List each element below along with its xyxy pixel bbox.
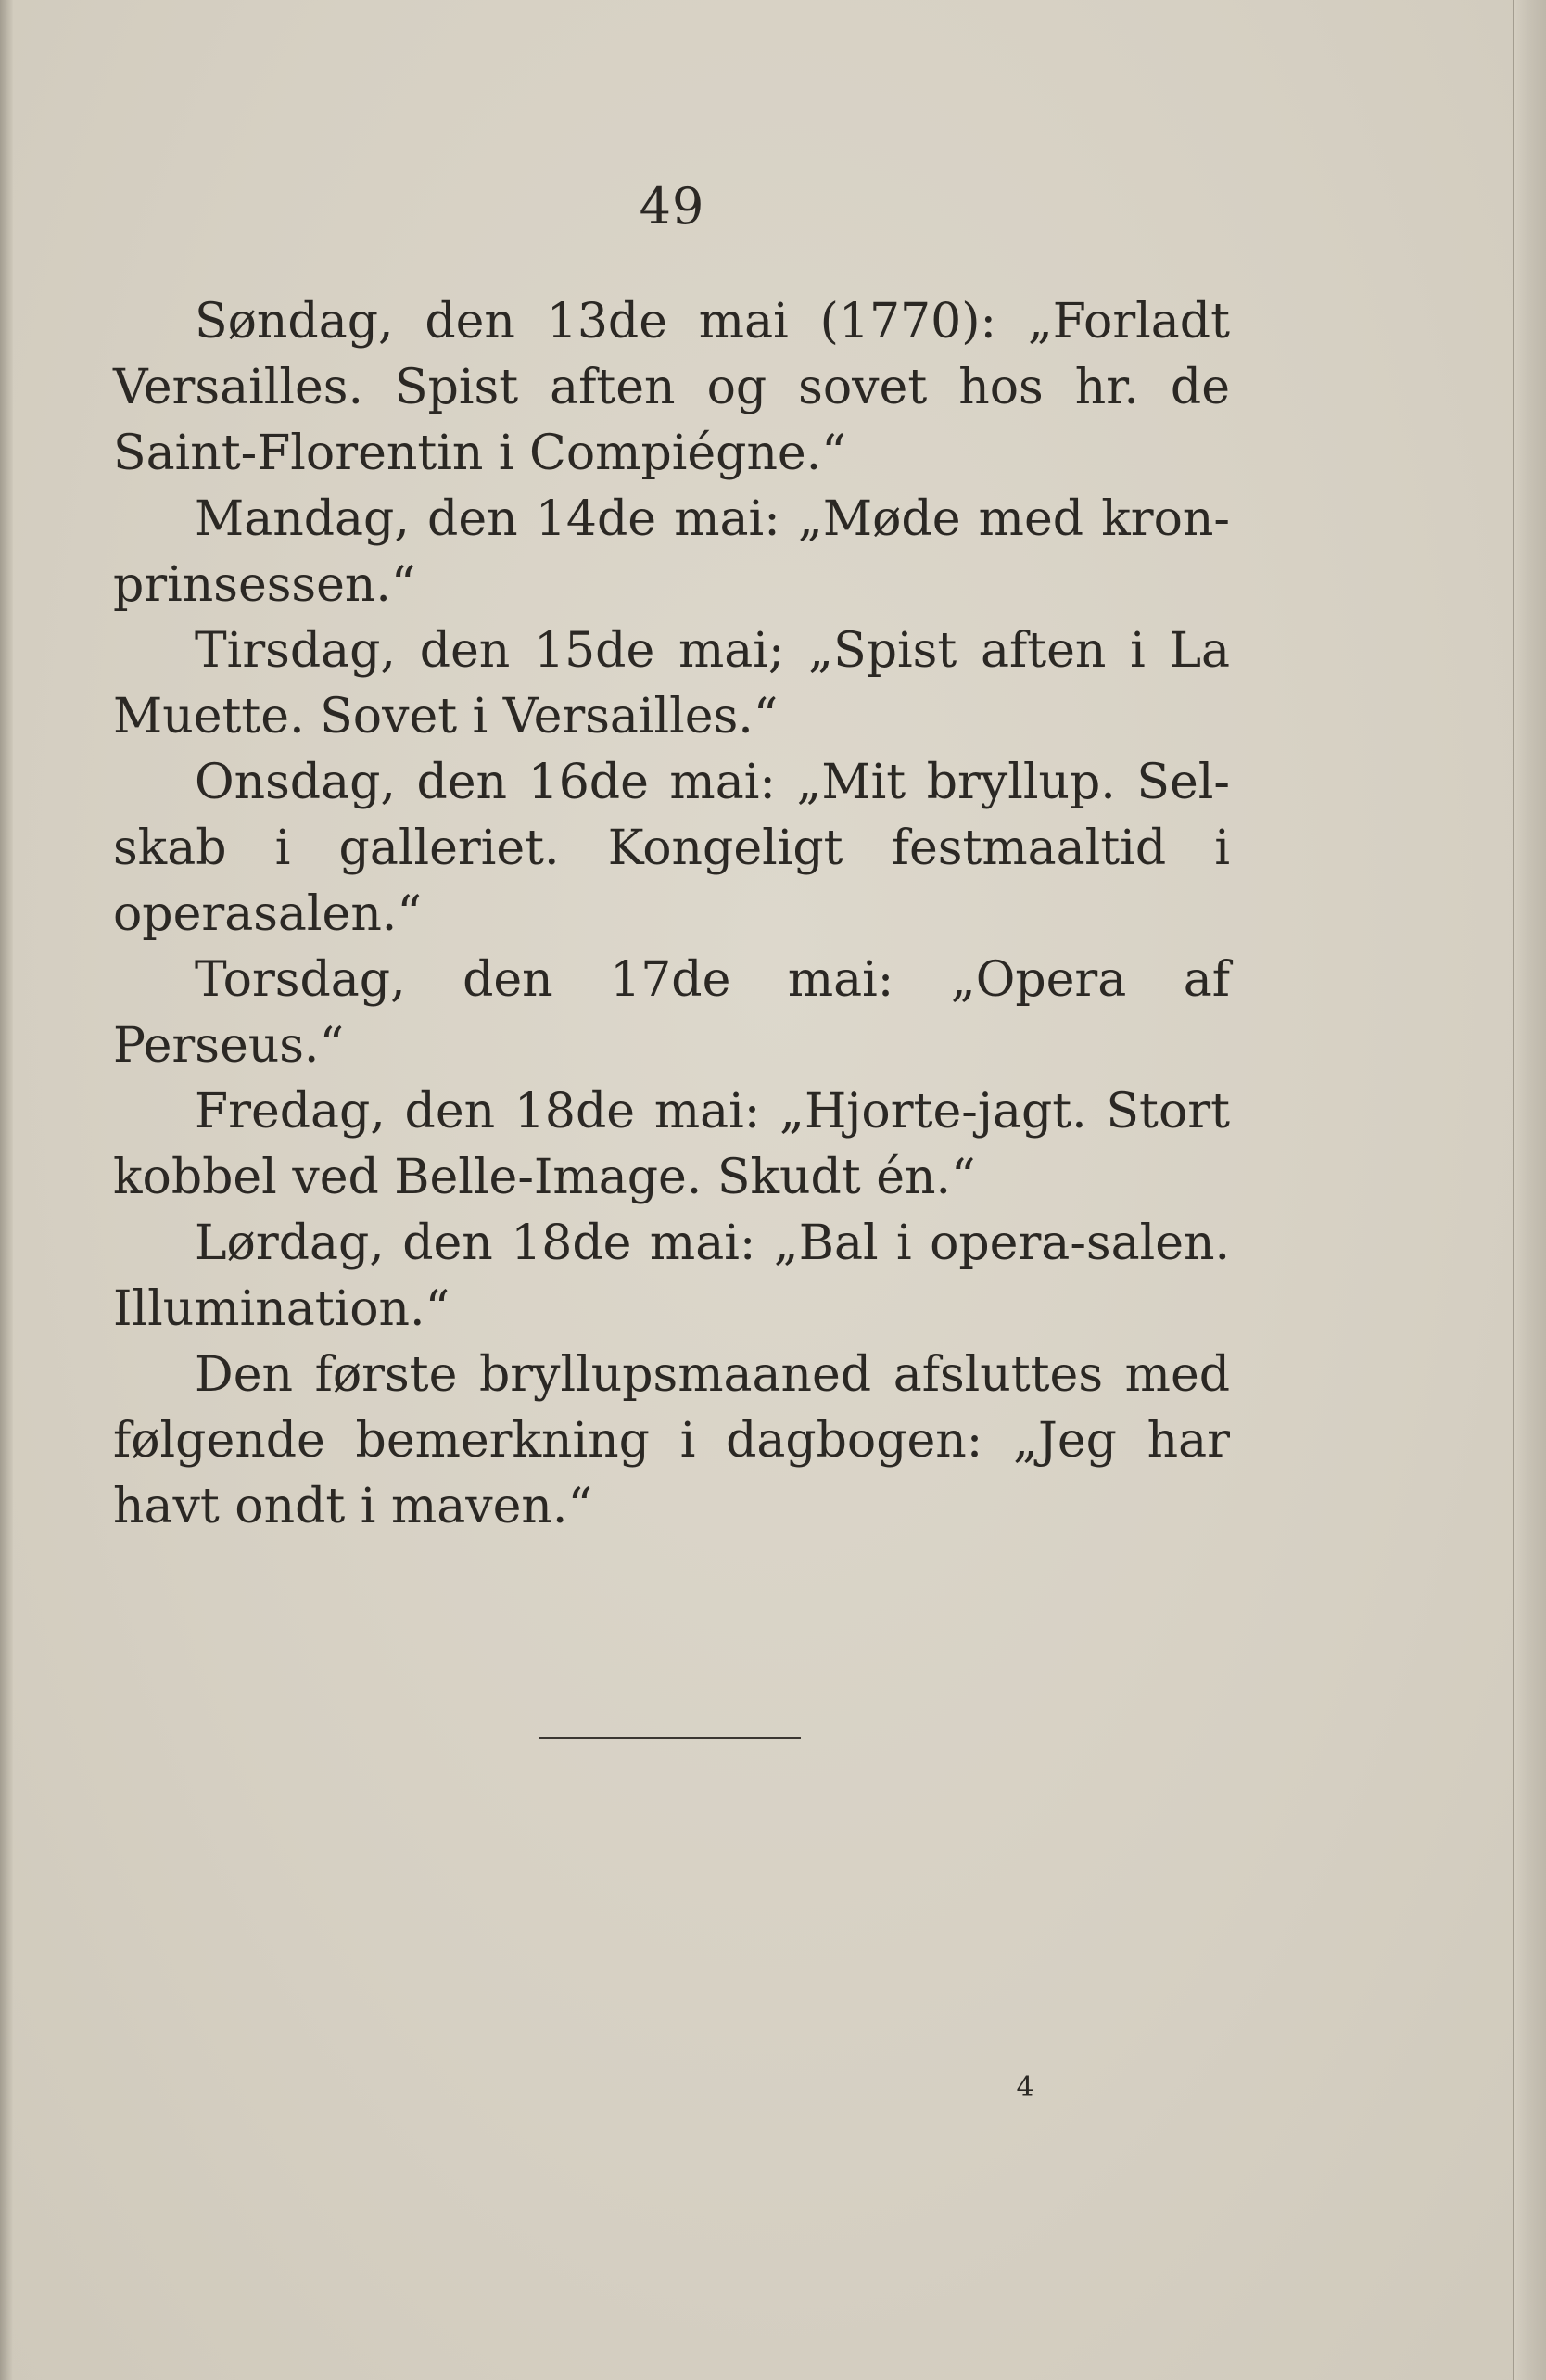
paragraph-fredag: Fredag, den 18de mai: „Hjorte-jagt. Stort kobbel ved Belle-Image. Skudt én.“ <box>113 1084 1230 1205</box>
page-left-edge <box>0 0 13 2380</box>
paragraph-torsdag: Torsdag, den 17de mai: „Opera af Perseus.“ <box>113 952 1230 1074</box>
paragraph-onsdag: Onsdag, den 16de mai: „Mit bryllup. Selskab i galleriet. Kongeligt festmaaltid i operasalen.“ <box>113 755 1230 942</box>
page-number: 49 <box>639 177 705 235</box>
paragraph-sondag: Søndag, den 13de mai (1770): „Forladt Versailles. Spist aften og sovet hos hr. de Saint-Florentin i Compiégne.“ <box>113 294 1230 481</box>
diary-text-block <box>113 289 1230 1540</box>
paragraph-mandag: Mandag, den 14de mai: „Møde med kronprinsessen.“ <box>113 491 1230 613</box>
signature-mark: 4 <box>1016 2071 1034 2104</box>
paragraph-conclusion: Den første bryllupsmaaned afsluttes med følgende bemerkning i dagbogen: „Jeg har havt ondt i maven.“ <box>113 1347 1230 1534</box>
section-divider-rule <box>539 1737 801 1739</box>
page-right-edge <box>1514 0 1546 2380</box>
paragraph-tirsdag: Tirsdag, den 15de mai; „Spist aften i La Muette. Sovet i Versailles.“ <box>113 623 1230 745</box>
paragraph-lordag: Lørdag, den 18de mai: „Bal i opera-salen. Illumination.“ <box>113 1215 1230 1337</box>
page-fold-line <box>1513 0 1514 2380</box>
